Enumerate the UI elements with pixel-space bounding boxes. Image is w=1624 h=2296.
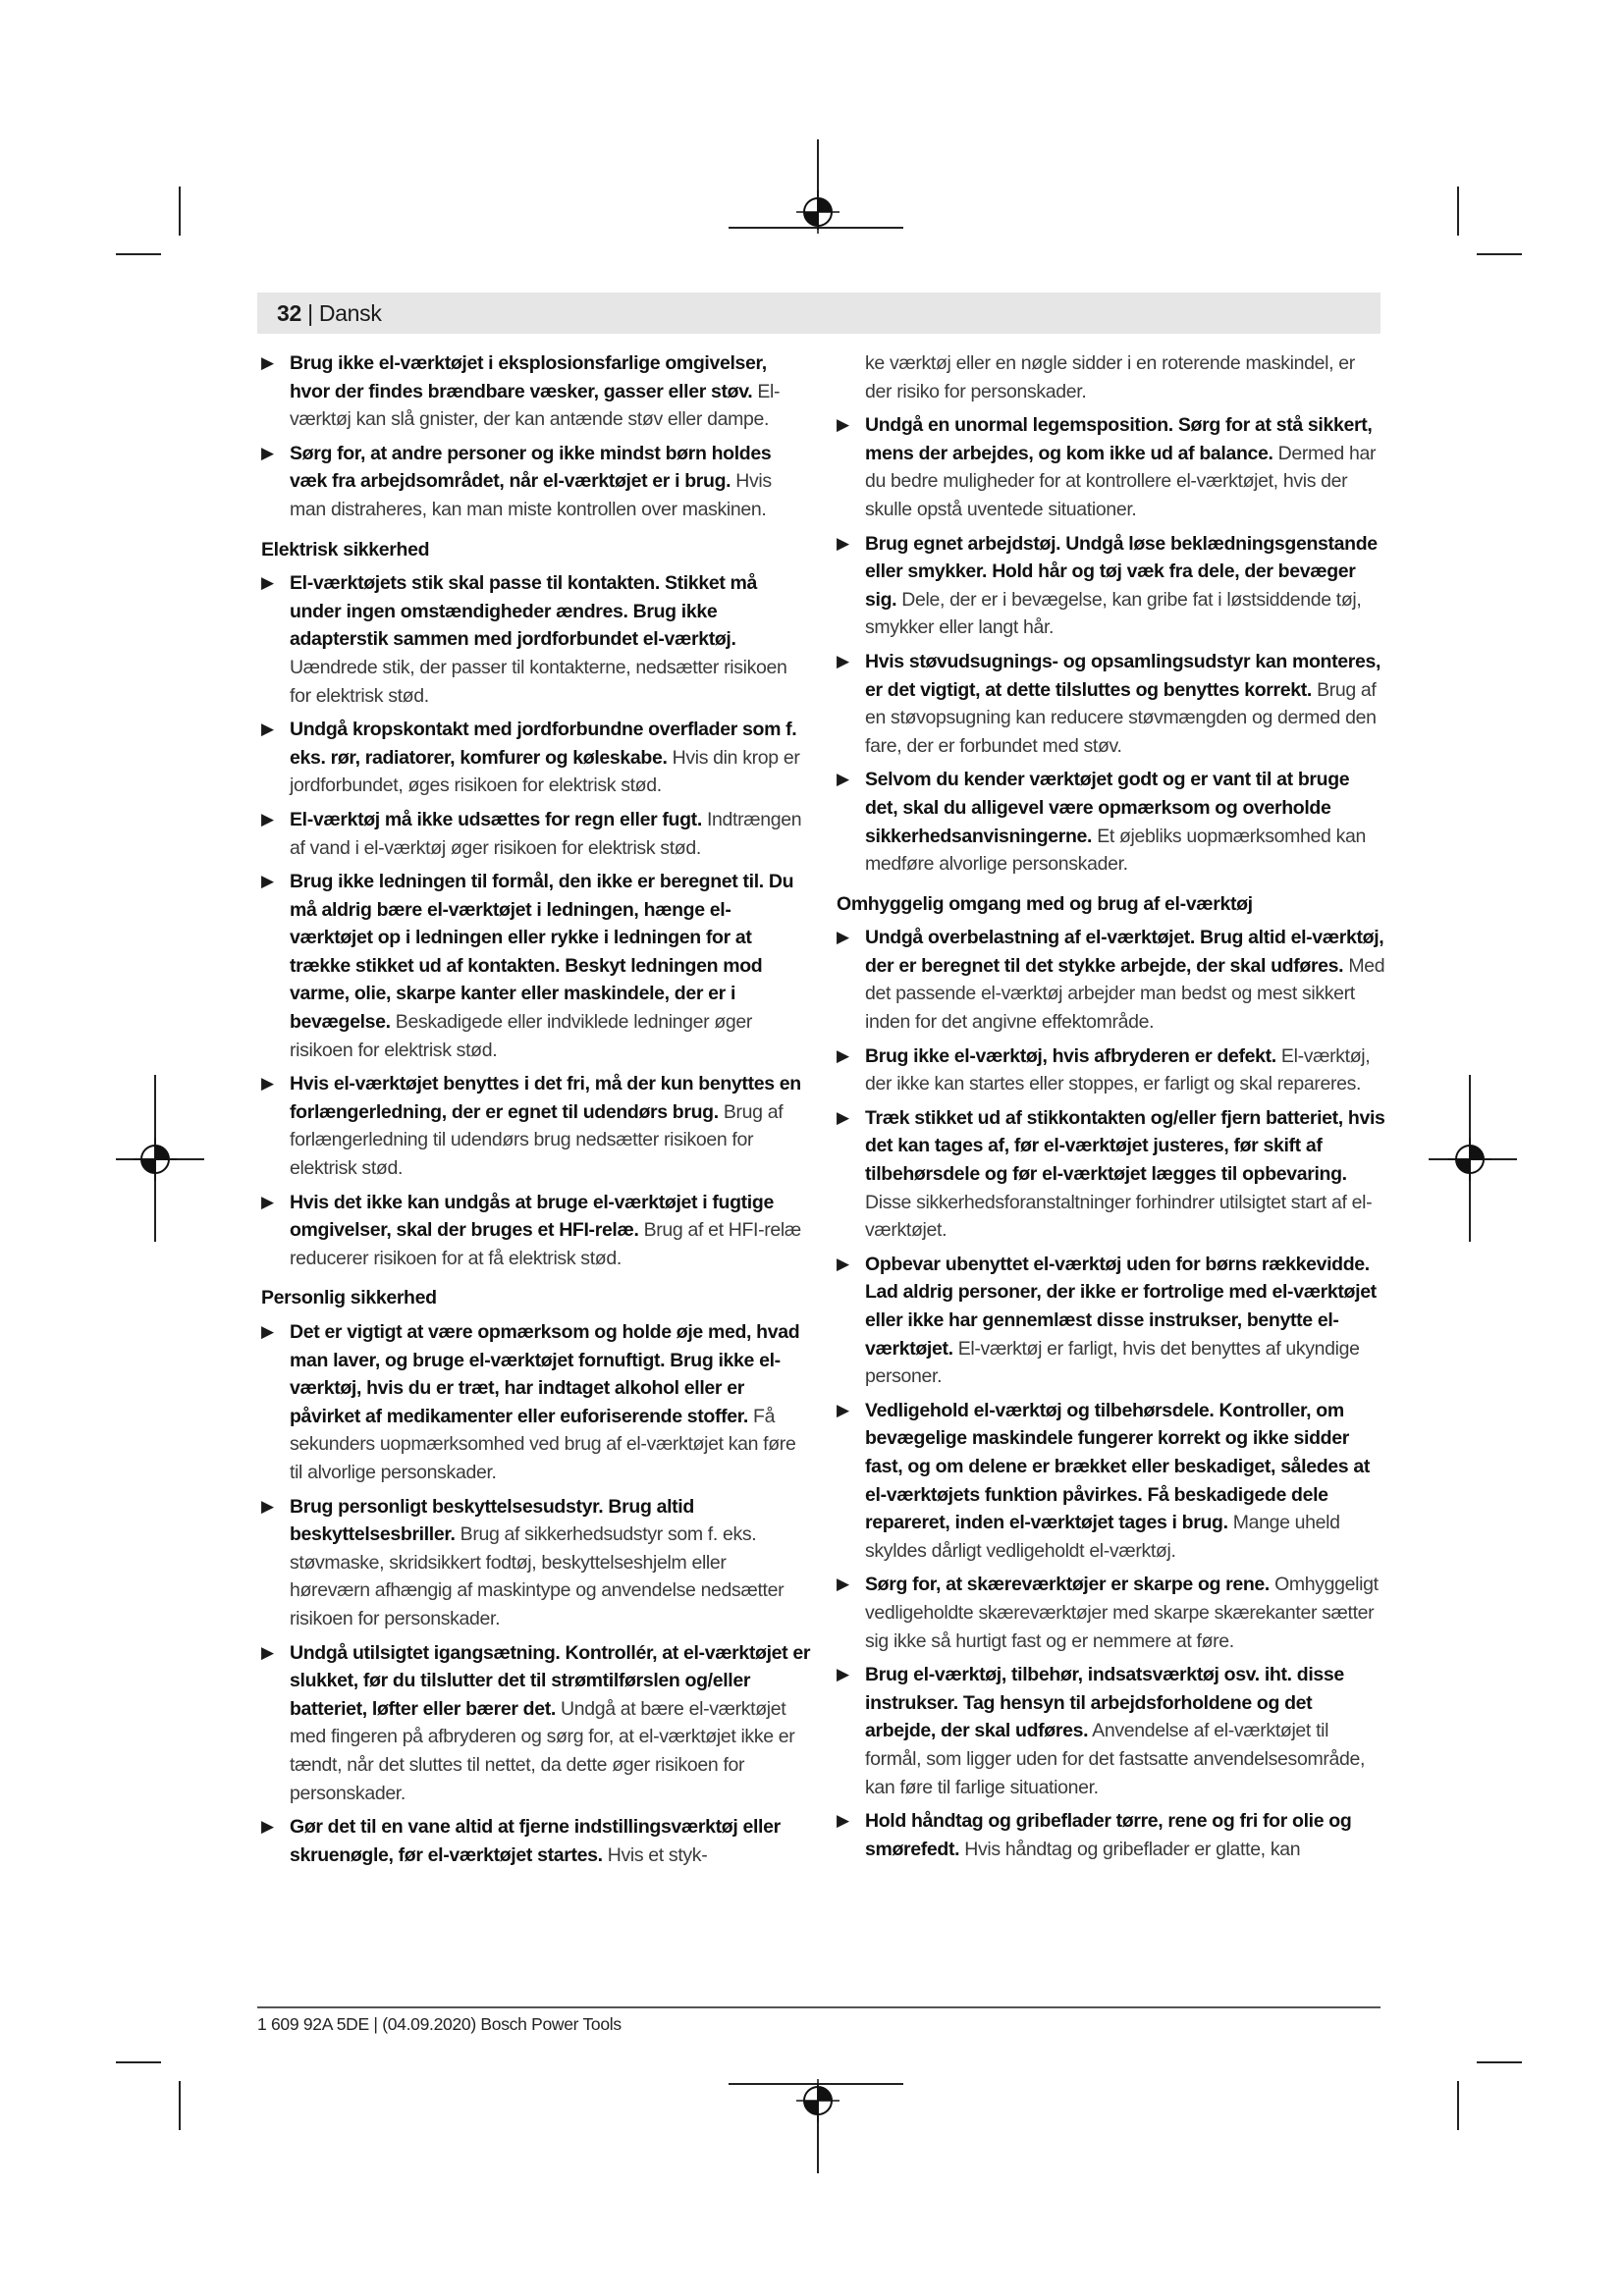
footer-text: 1 609 92A 5DE | (04.09.2020) Bosch Power Tools bbox=[257, 2014, 622, 2034]
instruction-explanation: Brug af en støvopsugning kan reducere støvmængden og dermed den fare, der er forbundet med støv. bbox=[865, 678, 1377, 757]
section-heading: Elektrisk sikkerhed bbox=[261, 538, 430, 561]
header-language: Dansk bbox=[318, 300, 382, 326]
play-arrow-icon: ▶ bbox=[837, 1254, 849, 1273]
instruction-explanation: Et øjebliks uopmærksomhed kan medføre alvorlige personskader. bbox=[865, 825, 1366, 876]
crop-mark-bottom-right-horizontal bbox=[1477, 2061, 1522, 2063]
instruction-explanation: Undgå at bære el-værktøjet med fingeren på afbryderen og sørg for, at el-værktøjet ikke er tændt, når det sluttes til nettet, da dette øger risikoen for personskader. bbox=[290, 1697, 795, 1804]
section-heading: Personlig sikkerhed bbox=[261, 1287, 437, 1309]
instruction-explanation: Hvis et styk- bbox=[602, 1843, 708, 1866]
safety-instruction bbox=[261, 1493, 811, 1633]
safety-instruction bbox=[837, 766, 1386, 878]
safety-instruction bbox=[837, 1251, 1386, 1391]
instruction-explanation: Omhyggeligt vedligeholdte skæreværktøjer med skarpe skærekanter sætter sig ikke så hurtigt fast og er nemmere at føre. bbox=[865, 1574, 1379, 1652]
instruction-explanation: Få sekunders uopmærksomhed ved brug af el-værktøjet kan føre til alvorlige personskader. bbox=[290, 1405, 796, 1483]
safety-instruction bbox=[837, 1042, 1386, 1098]
instruction-explanation: Dermed har du bedre muligheder for at kontrollere el-værktøjet, hvis der skulle opstå uventede situationer. bbox=[865, 442, 1377, 520]
instruction-explanation: Brug af et HFI-relæ reducerer risikoen for at få elektrisk stød. bbox=[290, 1219, 801, 1269]
instruction-bold-text: Brug egnet arbejdstøj. Undgå løse beklædningsgenstande eller smykker. Hold hår og tøj væk fra dele, der bevæger sig. bbox=[865, 532, 1378, 611]
instruction-bold-text: Brug ikke ledningen til formål, den ikke er beregnet til. Du må aldrig bære el-værktøjet i ledningen, hænge el-værktøjet op i ledningen eller rykke i ledningen for at trække stikket ud af kontakten. Beskyt ledningen mod varme, olie, skarpe kanter eller maskindele, der er i bevægelse. bbox=[290, 871, 794, 1034]
safety-instruction bbox=[837, 1661, 1386, 1801]
instruction-bold-text: Undgå overbelastning af el-værktøjet. Brug altid el-værktøj, der er beregnet til det stykke arbejde, der skal udføres. bbox=[865, 927, 1384, 977]
instruction-explanation: El-værktøj er farligt, hvis det benyttes af ukyndige personer. bbox=[865, 1337, 1360, 1388]
instruction-bold-text: Undgå utilsigtet igangsætning. Kontrollér, at el-værktøjet er slukket, før du tilslutter det til strømtilførslen og/eller batteriet, løfter eller bærer det. bbox=[290, 1641, 811, 1720]
play-arrow-icon: ▶ bbox=[837, 928, 849, 947]
instruction-explanation: Hvis håndtag og gribeflader er glatte, kan bbox=[959, 1838, 1301, 1860]
instruction-bold-text: Vedligehold el-værktøj og tilbehørsdele. Kontroller, om bevægelige maskindele fungerer korrekt og ikke sidder fast, og om delene er brækket eller beskadiget, således at el-værktøjets funktion påvirkes. Få beskadigede dele repareret, inden el-værktøjet tages i brug. bbox=[865, 1399, 1370, 1534]
instruction-explanation: Disse sikkerhedsforanstaltninger forhindrer utilsigtet start af el-værktøjet. bbox=[865, 1191, 1373, 1242]
crop-mark-top-left-vertical bbox=[179, 187, 181, 236]
section-heading: Omhyggelig omgang med og brug af el-værktøj bbox=[837, 892, 1253, 915]
safety-instruction bbox=[837, 648, 1386, 760]
instruction-bold-text: Træk stikket ud af stikkontakten og/eller fjern batteriet, hvis det kan tages af, før el-værktøjet justeres, før skift af tilbehørsdele og før el-værktøjet lægges til opbevaring. bbox=[865, 1106, 1385, 1186]
crop-mark-top-right-vertical bbox=[1457, 187, 1459, 236]
footer-divider bbox=[257, 2006, 1380, 2008]
crop-mark-top-right-horizontal bbox=[1477, 253, 1522, 255]
instruction-explanation: El-værktøj kan slå gnister, der kan antænde støv eller dampe. bbox=[290, 380, 781, 431]
page-header-bar bbox=[257, 293, 1380, 334]
safety-instruction bbox=[837, 1571, 1386, 1655]
instruction-bold-text: Gør det til en vane altid at fjerne indstillingsværktøj eller skruenøgle, før el-værktøjet startes. bbox=[290, 1816, 781, 1866]
instruction-bold-text: El-værktøjets stik skal passe til kontakten. Stikket må under ingen omstændigheder ændres. Brug ikke adapterstik sammen med jordforbundet el-værktøj. bbox=[290, 572, 758, 651]
instruction-bold-text: Hvis det ikke kan undgås at bruge el-værktøjet i fugtige omgivelser, skal der bruges et HFI-relæ. bbox=[290, 1191, 774, 1242]
instruction-explanation: El-værktøj, der ikke kan startes eller stoppes, er farligt og skal repareres. bbox=[865, 1044, 1371, 1095]
header-separator: | bbox=[300, 300, 319, 326]
registration-mark-icon bbox=[1448, 1138, 1491, 1181]
play-arrow-icon: ▶ bbox=[261, 1074, 274, 1094]
crop-mark-bottom-right-vertical bbox=[1457, 2081, 1459, 2130]
page-header bbox=[277, 300, 382, 327]
play-arrow-icon: ▶ bbox=[837, 415, 849, 435]
right-column bbox=[837, 349, 1386, 1869]
instruction-bold-text: Sørg for, at andre personer og ikke mindst børn holdes væk fra arbejdsområdet, når el-værktøjet er i brug. bbox=[290, 442, 772, 493]
instruction-bold-text: Brug el-værktøj, tilbehør, indsatsværktøj osv. iht. disse instrukser. Tag hensyn til arbejdsforholdene og det arbejde, der skal udføres. bbox=[865, 1664, 1344, 1742]
safety-instruction bbox=[261, 440, 811, 524]
safety-instruction bbox=[837, 411, 1386, 523]
instruction-bold-text: Hold håndtag og gribeflader tørre, rene og fri for olie og smørefedt. bbox=[865, 1810, 1352, 1860]
play-arrow-icon: ▶ bbox=[261, 573, 274, 593]
instruction-bold-text: Selvom du kender værktøjet godt og er vant til at bruge det, skal du alligevel være opmærksom og overholde sikkerhedsanvisningerne. bbox=[865, 769, 1350, 847]
instruction-explanation: Anvendelse af el-værktøjet til formål, som ligger uden for det fastsatte anvendelsesområde, kan føre til farlige situationer. bbox=[865, 1720, 1366, 1798]
instruction-explanation: Dele, der er i bevægelse, kan gribe fat i løstsiddende tøj, smykker eller langt hår. bbox=[865, 588, 1362, 639]
safety-instruction bbox=[261, 1318, 811, 1487]
safety-instruction bbox=[261, 1070, 811, 1182]
registration-mark-icon bbox=[796, 2079, 839, 2122]
play-arrow-icon: ▶ bbox=[261, 1642, 274, 1662]
instruction-bold-text: Det er vigtigt at være opmærksom og holde øje med, hvad man laver, og bruge el-værktøjet fornuftigt. Brug ikke el-værktøj, hvis du er træt, har indtaget alkohol eller er påvirket af medikamenter eller euforiserende stoffer. bbox=[290, 1321, 800, 1427]
instruction-bold-text: Hvis el-værktøjet benyttes i det fri, må der kun benyttes en forlængerledning, der er egnet til udendørs brug. bbox=[290, 1073, 801, 1123]
play-arrow-icon: ▶ bbox=[837, 1575, 849, 1594]
play-arrow-icon: ▶ bbox=[261, 720, 274, 739]
safety-instruction bbox=[261, 868, 811, 1064]
play-arrow-icon: ▶ bbox=[837, 770, 849, 789]
play-arrow-icon: ▶ bbox=[261, 353, 274, 372]
play-arrow-icon: ▶ bbox=[837, 1665, 849, 1684]
play-arrow-icon: ▶ bbox=[837, 1811, 849, 1831]
safety-instruction bbox=[261, 349, 811, 434]
instruction-explanation: Hvis man distraheres, kan man miste kontrollen over maskinen. bbox=[290, 470, 772, 520]
safety-instruction bbox=[837, 1807, 1386, 1863]
safety-instruction bbox=[837, 1397, 1386, 1566]
safety-instruction bbox=[261, 569, 811, 710]
play-arrow-icon: ▶ bbox=[837, 1400, 849, 1419]
play-arrow-icon: ▶ bbox=[837, 533, 849, 553]
play-arrow-icon: ▶ bbox=[261, 1817, 274, 1837]
continuation-paragraph: ke værktøj eller en nøgle sidder i en roterende maskindel, er der risiko for personskader. bbox=[865, 352, 1355, 402]
instruction-bold-text: Hvis støvudsugnings- og opsamlingsudstyr kan monteres, er det vigtigt, at dette tilsluttes og benyttes korrekt. bbox=[865, 650, 1381, 701]
instruction-bold-text: El-værktøj må ikke udsættes for regn eller fugt. bbox=[290, 808, 702, 830]
play-arrow-icon: ▶ bbox=[261, 809, 274, 828]
left-column bbox=[261, 349, 811, 1875]
crop-mark-bottom-left-horizontal bbox=[116, 2061, 161, 2063]
instruction-bold-text: Opbevar ubenyttet el-værktøj uden for børns rækkevidde. Lad aldrig personer, der ikke er fortrolige med el-værktøjet eller ikke har gennemlæst disse instrukser, benytte el-værktøjet. bbox=[865, 1253, 1377, 1360]
safety-instruction bbox=[261, 1813, 811, 1869]
instruction-explanation: Beskadigede eller indviklede ledninger øger risikoen for elektrisk stød. bbox=[290, 1011, 753, 1061]
instruction-explanation: Uændrede stik, der passer til kontakterne, nedsætter risikoen for elektrisk stød. bbox=[290, 656, 787, 707]
instruction-explanation: Brug af sikkerhedsudstyr som f. eks. støvmaske, skridsikkert fodtøj, beskyttelseshjelm eller høreværn afhængig af maskintype og anvendelse nedsætter risikoen for personskader. bbox=[290, 1523, 785, 1629]
safety-instruction bbox=[837, 530, 1386, 642]
safety-instruction bbox=[261, 1639, 811, 1808]
safety-instruction bbox=[261, 1189, 811, 1273]
play-arrow-icon: ▶ bbox=[261, 443, 274, 462]
instruction-bold-text: Undgå kropskontakt med jordforbundne overflader som f. eks. rør, radiatorer, komfurer og køleskabe. bbox=[290, 719, 797, 769]
play-arrow-icon: ▶ bbox=[261, 1322, 274, 1341]
safety-instruction bbox=[261, 806, 811, 862]
registration-mark-icon bbox=[796, 190, 839, 234]
instruction-explanation: Indtrængen af vand i el-værktøj øger risikoen for elektrisk stød. bbox=[290, 808, 802, 859]
play-arrow-icon: ▶ bbox=[837, 1045, 849, 1065]
play-arrow-icon: ▶ bbox=[837, 651, 849, 670]
instruction-bold-text: Sørg for, at skæreværktøjer er skarpe og rene. bbox=[865, 1574, 1270, 1596]
instruction-bold-text: Brug ikke el-værktøjet i eksplosionsfarlige omgivelser, hvor der findes brændbare væsker, gasser eller støv. bbox=[290, 352, 767, 402]
page-number: 32 bbox=[277, 300, 301, 326]
safety-instruction bbox=[837, 1104, 1386, 1245]
instruction-bold-text: Undgå en unormal legemsposition. Sørg for at stå sikkert, mens der arbejdes, og kom ikke ud af balance. bbox=[865, 414, 1373, 464]
instruction-explanation: Hvis din krop er jordforbundet, øges risikoen for elektrisk stød. bbox=[290, 746, 800, 797]
instruction-bold-text: Brug ikke el-værktøj, hvis afbryderen er defekt. bbox=[865, 1044, 1276, 1067]
crop-mark-bottom-left-vertical bbox=[179, 2081, 181, 2130]
play-arrow-icon: ▶ bbox=[261, 872, 274, 891]
safety-instruction bbox=[837, 924, 1386, 1036]
play-arrow-icon: ▶ bbox=[837, 1107, 849, 1127]
play-arrow-icon: ▶ bbox=[261, 1496, 274, 1516]
instruction-explanation: Mange uheld skyldes dårligt vedligeholdt el-værktøj. bbox=[865, 1512, 1340, 1562]
instruction-explanation: Med det passende el-værktøj arbejder man bedst og mest sikkert inden for det angivne effektområde. bbox=[865, 954, 1385, 1034]
instruction-bold-text: Brug personligt beskyttelsesudstyr. Brug altid beskyttelsesbriller. bbox=[290, 1495, 694, 1546]
registration-mark-icon bbox=[134, 1138, 177, 1181]
play-arrow-icon: ▶ bbox=[261, 1192, 274, 1211]
crop-mark-top-left-horizontal bbox=[116, 253, 161, 255]
instruction-explanation: Brug af forlængerledning til udendørs brug nedsætter risikoen for elektrisk stød. bbox=[290, 1100, 784, 1180]
safety-instruction bbox=[261, 716, 811, 800]
